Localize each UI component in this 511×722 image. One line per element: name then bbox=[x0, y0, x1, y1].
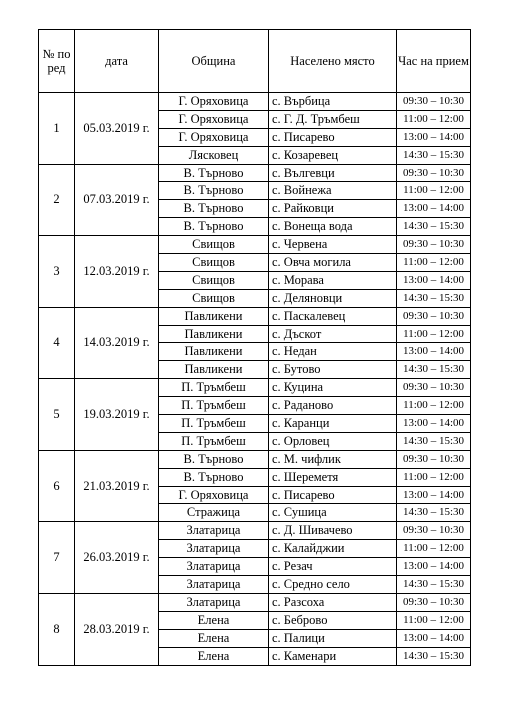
time-cell: 14:30 – 15:30 bbox=[397, 361, 471, 379]
time-cell: 13:00 – 14:00 bbox=[397, 271, 471, 289]
header-num: № по ред bbox=[39, 30, 75, 93]
place-cell: с. Червена bbox=[269, 236, 397, 254]
place-cell: с. М. чифлик bbox=[269, 450, 397, 468]
place-cell: с. Резач bbox=[269, 558, 397, 576]
municipality-cell: Елена bbox=[159, 629, 269, 647]
row-number: 6 bbox=[39, 450, 75, 522]
place-cell: с. Морава bbox=[269, 271, 397, 289]
municipality-cell: Павликени bbox=[159, 307, 269, 325]
time-cell: 14:30 – 15:30 bbox=[397, 432, 471, 450]
municipality-cell: П. Тръмбеш bbox=[159, 415, 269, 433]
municipality-cell: В. Търново bbox=[159, 164, 269, 182]
municipality-cell: Стражица bbox=[159, 504, 269, 522]
place-cell: с. Д. Шивачево bbox=[269, 522, 397, 540]
place-cell: с. Орловец bbox=[269, 432, 397, 450]
time-cell: 11:00 – 12:00 bbox=[397, 325, 471, 343]
municipality-cell: Павликени bbox=[159, 361, 269, 379]
municipality-cell: П. Тръмбеш bbox=[159, 432, 269, 450]
municipality-cell: Златарица bbox=[159, 540, 269, 558]
row-number: 7 bbox=[39, 522, 75, 594]
municipality-cell: Свищов bbox=[159, 289, 269, 307]
time-cell: 14:30 – 15:30 bbox=[397, 289, 471, 307]
municipality-cell: Златарица bbox=[159, 522, 269, 540]
row-number: 3 bbox=[39, 236, 75, 308]
table-row bbox=[39, 593, 471, 611]
time-cell: 09:30 – 10:30 bbox=[397, 522, 471, 540]
time-cell: 09:30 – 10:30 bbox=[397, 379, 471, 397]
municipality-cell: Елена bbox=[159, 611, 269, 629]
place-cell: с. Сушица bbox=[269, 504, 397, 522]
header-date: дата bbox=[75, 30, 159, 93]
place-cell: с. Калайджии bbox=[269, 540, 397, 558]
place-cell: с. Райковци bbox=[269, 200, 397, 218]
time-cell: 13:00 – 14:00 bbox=[397, 128, 471, 146]
municipality-cell: В. Търново bbox=[159, 468, 269, 486]
time-cell: 13:00 – 14:00 bbox=[397, 343, 471, 361]
row-number: 4 bbox=[39, 307, 75, 379]
place-cell: с. Раданово bbox=[269, 397, 397, 415]
municipality-cell: В. Търново bbox=[159, 450, 269, 468]
time-cell: 11:00 – 12:00 bbox=[397, 182, 471, 200]
row-number: 2 bbox=[39, 164, 75, 236]
time-cell: 11:00 – 12:00 bbox=[397, 468, 471, 486]
table-row bbox=[39, 93, 471, 111]
place-cell: с. Бутово bbox=[269, 361, 397, 379]
place-cell: с. Каменари bbox=[269, 647, 397, 665]
time-cell: 14:30 – 15:30 bbox=[397, 146, 471, 164]
place-cell: с. Вонеща вода bbox=[269, 218, 397, 236]
row-number: 1 bbox=[39, 93, 75, 165]
time-cell: 13:00 – 14:00 bbox=[397, 200, 471, 218]
municipality-cell: В. Търново bbox=[159, 182, 269, 200]
time-cell: 09:30 – 10:30 bbox=[397, 593, 471, 611]
time-cell: 11:00 – 12:00 bbox=[397, 540, 471, 558]
municipality-cell: Елена bbox=[159, 647, 269, 665]
place-cell: с. Паскалевец bbox=[269, 307, 397, 325]
municipality-cell: Павликени bbox=[159, 343, 269, 361]
table-row bbox=[39, 522, 471, 540]
municipality-cell: П. Тръмбеш bbox=[159, 397, 269, 415]
municipality-cell: П. Тръмбеш bbox=[159, 379, 269, 397]
header-time: Час на прием bbox=[397, 30, 471, 93]
municipality-cell: Златарица bbox=[159, 593, 269, 611]
municipality-cell: В. Търново bbox=[159, 218, 269, 236]
time-cell: 14:30 – 15:30 bbox=[397, 218, 471, 236]
visit-date: 14.03.2019 г. bbox=[75, 307, 159, 379]
time-cell: 13:00 – 14:00 bbox=[397, 486, 471, 504]
table-row bbox=[39, 379, 471, 397]
municipality-cell: Свищов bbox=[159, 236, 269, 254]
time-cell: 14:30 – 15:30 bbox=[397, 504, 471, 522]
place-cell: с. Г. Д. Тръмбеш bbox=[269, 110, 397, 128]
place-cell: с. Разсоха bbox=[269, 593, 397, 611]
time-cell: 13:00 – 14:00 bbox=[397, 558, 471, 576]
visit-date: 19.03.2019 г. bbox=[75, 379, 159, 451]
time-cell: 13:00 – 14:00 bbox=[397, 415, 471, 433]
time-cell: 11:00 – 12:00 bbox=[397, 110, 471, 128]
time-cell: 11:00 – 12:00 bbox=[397, 611, 471, 629]
place-cell: с. Деляновци bbox=[269, 289, 397, 307]
row-number: 5 bbox=[39, 379, 75, 451]
place-cell: с. Овча могила bbox=[269, 254, 397, 272]
municipality-cell: Златарица bbox=[159, 558, 269, 576]
time-cell: 11:00 – 12:00 bbox=[397, 254, 471, 272]
table-row bbox=[39, 164, 471, 182]
table-row bbox=[39, 236, 471, 254]
place-cell: с. Дъскот bbox=[269, 325, 397, 343]
time-cell: 09:30 – 10:30 bbox=[397, 93, 471, 111]
schedule-table bbox=[38, 29, 471, 666]
visit-date: 07.03.2019 г. bbox=[75, 164, 159, 236]
header-row bbox=[39, 30, 471, 93]
place-cell: с. Шереметя bbox=[269, 468, 397, 486]
schedule-body bbox=[39, 93, 471, 666]
place-cell: с. Козаревец bbox=[269, 146, 397, 164]
table-row bbox=[39, 307, 471, 325]
place-cell: с. Писарево bbox=[269, 128, 397, 146]
time-cell: 13:00 – 14:00 bbox=[397, 629, 471, 647]
municipality-cell: Лясковец bbox=[159, 146, 269, 164]
visit-date: 12.03.2019 г. bbox=[75, 236, 159, 308]
table-row bbox=[39, 450, 471, 468]
time-cell: 14:30 – 15:30 bbox=[397, 576, 471, 594]
municipality-cell: Г. Оряховица bbox=[159, 93, 269, 111]
time-cell: 09:30 – 10:30 bbox=[397, 236, 471, 254]
place-cell: с. Каранци bbox=[269, 415, 397, 433]
time-cell: 09:30 – 10:30 bbox=[397, 450, 471, 468]
municipality-cell: Свищов bbox=[159, 254, 269, 272]
header-place: Населено място bbox=[269, 30, 397, 93]
municipality-cell: В. Търново bbox=[159, 200, 269, 218]
place-cell: с. Палици bbox=[269, 629, 397, 647]
time-cell: 14:30 – 15:30 bbox=[397, 647, 471, 665]
place-cell: с. Куцина bbox=[269, 379, 397, 397]
municipality-cell: Свищов bbox=[159, 271, 269, 289]
time-cell: 09:30 – 10:30 bbox=[397, 307, 471, 325]
visit-date: 05.03.2019 г. bbox=[75, 93, 159, 165]
place-cell: с. Писарево bbox=[269, 486, 397, 504]
visit-date: 21.03.2019 г. bbox=[75, 450, 159, 522]
place-cell: с. Вългевци bbox=[269, 164, 397, 182]
place-cell: с. Войнежа bbox=[269, 182, 397, 200]
municipality-cell: Павликени bbox=[159, 325, 269, 343]
place-cell: с. Беброво bbox=[269, 611, 397, 629]
time-cell: 11:00 – 12:00 bbox=[397, 397, 471, 415]
place-cell: с. Недан bbox=[269, 343, 397, 361]
row-number: 8 bbox=[39, 593, 75, 665]
municipality-cell: Г. Оряховица bbox=[159, 128, 269, 146]
time-cell: 09:30 – 10:30 bbox=[397, 164, 471, 182]
municipality-cell: Г. Оряховица bbox=[159, 486, 269, 504]
visit-date: 26.03.2019 г. bbox=[75, 522, 159, 594]
header-municipality: Община bbox=[159, 30, 269, 93]
municipality-cell: Г. Оряховица bbox=[159, 110, 269, 128]
visit-date: 28.03.2019 г. bbox=[75, 593, 159, 665]
place-cell: с. Средно село bbox=[269, 576, 397, 594]
place-cell: с. Върбица bbox=[269, 93, 397, 111]
municipality-cell: Златарица bbox=[159, 576, 269, 594]
